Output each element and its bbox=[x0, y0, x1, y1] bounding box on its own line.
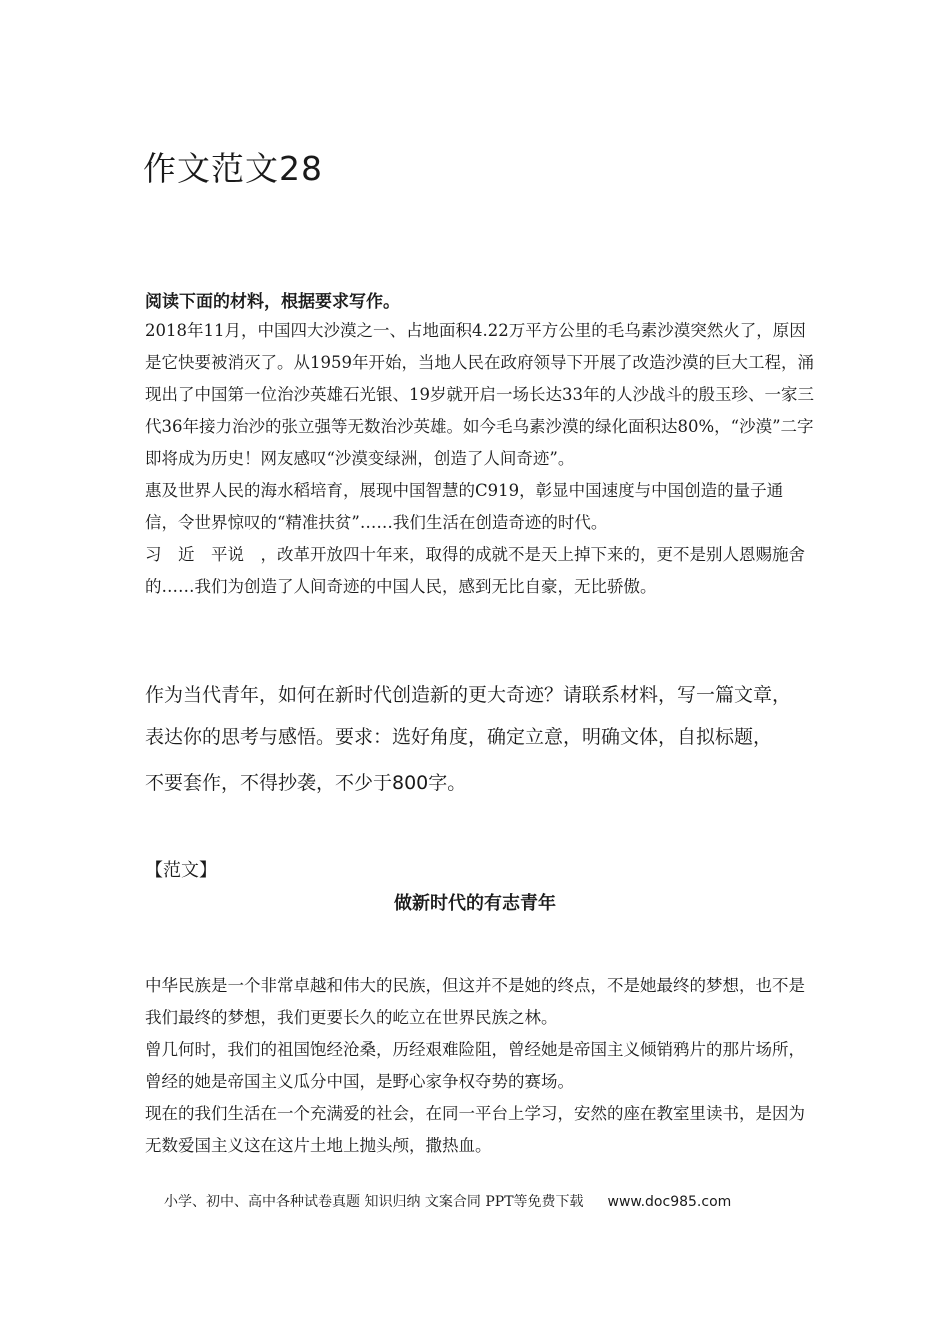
material-text bbox=[145, 315, 815, 603]
essay-title: 做新时代的有志青年 bbox=[394, 893, 556, 914]
footer-text: 小学、初中、高中各种试卷真题 知识归纳 文案合同 PPT等免费下载 bbox=[164, 1194, 584, 1210]
material-paragraph: 2018年11月，中国四大沙漠之一、占地面积4.22万平方公里的毛乌素沙漠突然火了，原因是它快要被消灭了。从1959年开始，当地人民在政府领导下开展了改造沙漠的巨大工程，涌现出了中国第一位治沙英雄石光银、19岁就开启一场长达33年的人沙战斗的殷玉珍、一家三代36年接力治沙的张立强等无数治沙英雄。如今毛乌素沙漠的绿化面积达80%，“沙漠”二字即将成为历史！网友感叹“沙漠变绿洲，创造了人间奇迹”。 bbox=[145, 321, 814, 468]
footer-url[interactable]: www.doc985.com bbox=[607, 1194, 732, 1210]
task-line: 作为当代青年，如何在新时代创造新的更大奇迹？请联系材料，写一篇文章， bbox=[145, 684, 792, 706]
material-paragraph: 习 近 平说 ，改革开放四十年来，取得的成就不是天上掉下来的，更不是别人恩赐施舍的……我们为创造了人间奇迹的中国人民，感到无比自豪，无比骄傲。 bbox=[145, 545, 805, 596]
instruction-heading: 阅读下面的材料，根据要求写作。 bbox=[145, 292, 400, 312]
sample-label: 【范文】 bbox=[145, 860, 217, 881]
task-line: 不要套作，不得抄袭，不少于800字。 bbox=[145, 772, 467, 794]
essay-body bbox=[145, 970, 815, 1162]
essay-paragraph: 中华民族是一个非常卓越和伟大的民族，但这并不是她的终点，不是她最终的梦想，也不是我们最终的梦想，我们更要长久的屹立在世界民族之林。 bbox=[145, 976, 805, 1027]
task-line: 表达你的思考与感悟。要求：选好角度，确定立意，明确文体，自拟标题， bbox=[145, 726, 773, 748]
writing-task bbox=[145, 674, 825, 804]
material-paragraph: 惠及世界人民的海水稻培育，展现中国智慧的C919，彰显中国速度与中国创造的量子通信，令世界惊叹的“精准扶贫”……我们生活在创造奇迹的时代。 bbox=[145, 481, 784, 532]
page-title: 作文范文28 bbox=[143, 149, 323, 188]
essay-paragraph: 曾几何时，我们的祖国饱经沧桑，历经艰难险阻，曾经她是帝国主义倾销鸦片的那片场所，曾经的她是帝国主义瓜分中国，是野心家争权夺势的赛场。 bbox=[145, 1040, 805, 1091]
page-footer bbox=[164, 1191, 731, 1211]
essay-paragraph: 现在的我们生活在一个充满爱的社会，在同一平台上学习，安然的座在教室里读书，是因为无数爱国主义这在这片土地上抛头颅，撒热血。 bbox=[145, 1104, 805, 1155]
